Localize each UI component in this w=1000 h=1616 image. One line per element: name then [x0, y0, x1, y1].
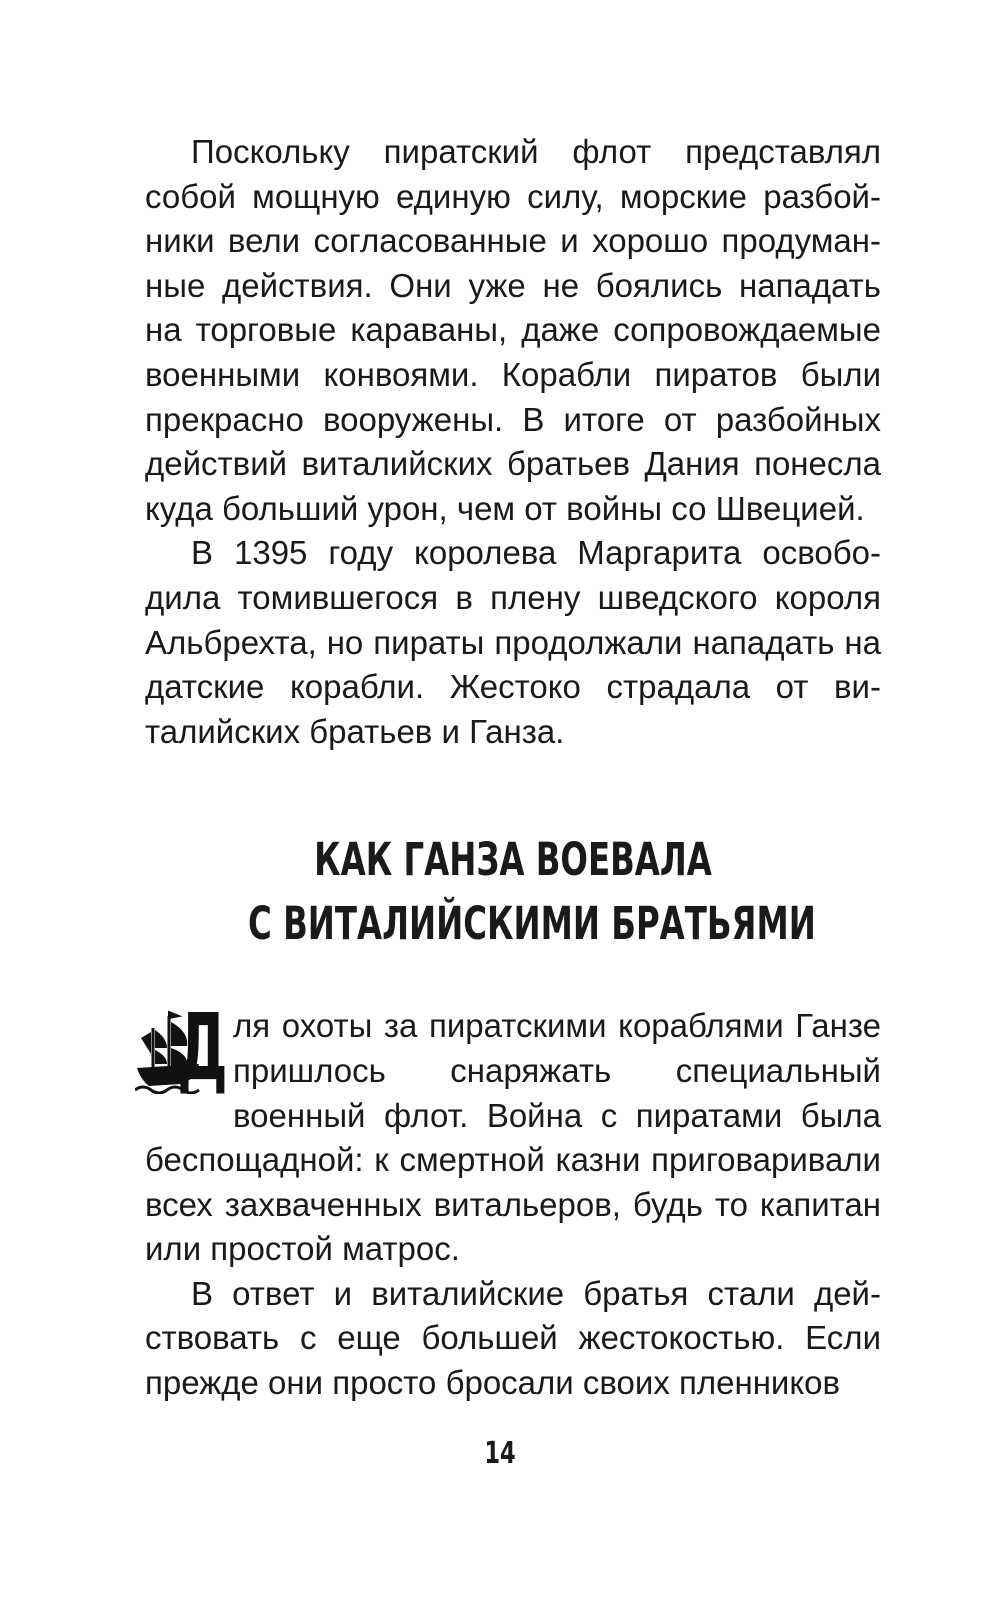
drop-cap-letter: Д	[177, 994, 228, 1102]
page-content	[145, 130, 881, 1406]
section-heading-line: С ВИТАЛИЙСКИМИ БРАТЬЯМИ	[248, 897, 816, 951]
body-paragraph-dropcap	[145, 994, 881, 1272]
section-heading	[248, 828, 816, 956]
page-number: 14	[484, 1436, 516, 1471]
body-paragraph: В 1395 году королева Маргарита освободила томившегося в плену шведского короля Альбрехта, но пираты продолжали нападать на датские корабли. Жестоко страдала от виталийских братьев и Ганза.	[145, 534, 881, 750]
body-paragraph: В ответ и виталийские братья стали действовать с еще большей жестокостью. Если прежде они просто бросали своих пленников	[145, 1274, 881, 1402]
drop-cap	[135, 994, 229, 1102]
body-paragraph-text: ля охоты за пиратскими кораблями Ганзе пришлось снаряжать специальный военный флот. Война с пиратами была беспощадной: к смертной казни приговаривали всех захваченных витальеров, будь то капитан или простой матрос.	[145, 1007, 881, 1268]
body-paragraph: Поскольку пиратский флот представлял собой мощную единую силу, морские разбойники вели согласованные и хорошо продуманные действия. Они уже не боялись нападать на торговые караваны, даже сопровождаемые военными конвоями. Корабли пиратов были прекрасно вооружены. В итоге от разбойных действий виталийских братьев Дания понесла куда больший урон, чем от войны со Швецией.	[145, 133, 881, 527]
section-heading-line: КАК ГАНЗА ВОЕВАЛА	[314, 833, 712, 887]
